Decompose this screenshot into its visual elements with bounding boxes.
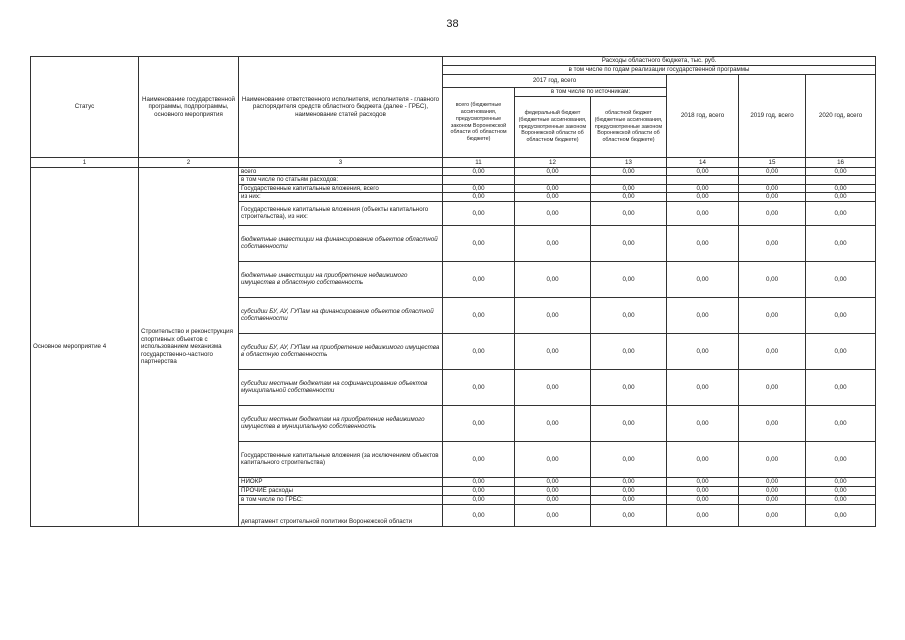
row-value: 0,00 bbox=[443, 201, 515, 225]
col-index: 1 bbox=[31, 158, 139, 168]
row-value: 0,00 bbox=[739, 297, 806, 333]
row-value: 0,00 bbox=[806, 504, 876, 526]
row-value: 0,00 bbox=[515, 495, 591, 504]
col-index: 16 bbox=[806, 158, 876, 168]
row-value: 0,00 bbox=[667, 405, 739, 441]
row-value: 0,00 bbox=[515, 225, 591, 261]
row-label: в том числе по статьям расходов: bbox=[239, 176, 443, 184]
page-number: 38 bbox=[446, 18, 459, 30]
row-value: 0,00 bbox=[443, 495, 515, 504]
row-value bbox=[667, 176, 739, 184]
header-status: Статус bbox=[31, 57, 139, 158]
row-value: 0,00 bbox=[806, 495, 876, 504]
row-value: 0,00 bbox=[443, 333, 515, 369]
row-value: 0,00 bbox=[739, 486, 806, 495]
program-cell: Строительство и реконструкция спортивных объектов с использованием механизма государственно-частного партнерства bbox=[139, 168, 239, 527]
row-value: 0,00 bbox=[591, 504, 667, 526]
row-value: 0,00 bbox=[443, 184, 515, 192]
row-label: бюджетные инвестиции на приобретение недвижимого имущества в областную собственность bbox=[239, 261, 443, 297]
row-label: бюджетные инвестиции на финансирование объектов областной собственности bbox=[239, 225, 443, 261]
row-value: 0,00 bbox=[667, 441, 739, 477]
col-index: 14 bbox=[667, 158, 739, 168]
row-value: 0,00 bbox=[515, 201, 591, 225]
row-value: 0,00 bbox=[443, 486, 515, 495]
header-executor-name: Наименование ответственного исполнителя, исполнителя - главного распорядителя средств областного бюджета (далее - ГРБС), наименование статей расходов bbox=[239, 57, 443, 158]
row-label: Государственные капитальные вложения, всего bbox=[239, 184, 443, 192]
budget-table bbox=[30, 56, 876, 527]
row-value: 0,00 bbox=[739, 369, 806, 405]
row-value: 0,00 bbox=[515, 184, 591, 192]
row-value: 0,00 bbox=[806, 261, 876, 297]
row-value: 0,00 bbox=[591, 168, 667, 176]
row-value: 0,00 bbox=[806, 405, 876, 441]
row-label: субсидии БУ, АУ, ГУПам на приобретение недвижимого имущества в областную собственность bbox=[239, 333, 443, 369]
row-value: 0,00 bbox=[515, 261, 591, 297]
row-value: 0,00 bbox=[591, 441, 667, 477]
row-value: 0,00 bbox=[667, 333, 739, 369]
row-label: субсидии местным бюджетам на приобретение недвижимого имущества в муниципальную собственность bbox=[239, 405, 443, 441]
row-value: 0,00 bbox=[739, 168, 806, 176]
row-value: 0,00 bbox=[515, 333, 591, 369]
row-label: субсидии БУ, АУ, ГУПам на финансирование объектов областной собственности bbox=[239, 297, 443, 333]
row-value: 0,00 bbox=[515, 193, 591, 201]
row-value: 0,00 bbox=[806, 477, 876, 486]
row-value bbox=[515, 176, 591, 184]
row-label: Государственные капитальные вложения (объекты капитального строительства), из них: bbox=[239, 201, 443, 225]
row-value: 0,00 bbox=[667, 201, 739, 225]
header-col-total: всего (бюджетные ассигнования, предусмотренные законом Воронежской области об областном бюджете) bbox=[443, 88, 515, 158]
row-value: 0,00 bbox=[443, 297, 515, 333]
row-value: 0,00 bbox=[443, 225, 515, 261]
row-value: 0,00 bbox=[739, 333, 806, 369]
row-value: 0,00 bbox=[591, 405, 667, 441]
header-col-regional: областной бюджет (бюджетные ассигнования, предусмотренные законом Воронежской области об областном бюджете) bbox=[591, 97, 667, 158]
row-value: 0,00 bbox=[739, 441, 806, 477]
row-label: из них: bbox=[239, 193, 443, 201]
row-value: 0,00 bbox=[443, 193, 515, 201]
row-value: 0,00 bbox=[667, 297, 739, 333]
row-value: 0,00 bbox=[591, 193, 667, 201]
col-index: 12 bbox=[515, 158, 591, 168]
header-by-sources: в том числе по источникам: bbox=[515, 88, 667, 97]
row-value: 0,00 bbox=[591, 486, 667, 495]
row-label: в том числе по ГРБС: bbox=[239, 495, 443, 504]
row-value bbox=[739, 176, 806, 184]
row-value: 0,00 bbox=[667, 369, 739, 405]
row-value: 0,00 bbox=[739, 184, 806, 192]
row-value bbox=[591, 176, 667, 184]
row-value: 0,00 bbox=[739, 504, 806, 526]
row-value: 0,00 bbox=[515, 297, 591, 333]
row-value: 0,00 bbox=[806, 193, 876, 201]
col-index: 15 bbox=[739, 158, 806, 168]
col-index: 2 bbox=[139, 158, 239, 168]
row-value: 0,00 bbox=[806, 201, 876, 225]
row-value: 0,00 bbox=[739, 477, 806, 486]
row-value: 0,00 bbox=[806, 486, 876, 495]
row-value: 0,00 bbox=[806, 441, 876, 477]
row-value: 0,00 bbox=[667, 168, 739, 176]
header-expenses-title: Расходы областного бюджета, тыс. руб. bbox=[443, 57, 876, 66]
row-value: 0,00 bbox=[515, 486, 591, 495]
table-row bbox=[31, 168, 876, 176]
row-value: 0,00 bbox=[739, 225, 806, 261]
header-year-2020: 2020 год, всего bbox=[806, 75, 876, 158]
header-year-2018: 2018 год, всего bbox=[667, 75, 739, 158]
row-value: 0,00 bbox=[443, 477, 515, 486]
row-label: НИОКР bbox=[239, 477, 443, 486]
row-value: 0,00 bbox=[591, 297, 667, 333]
row-value bbox=[806, 176, 876, 184]
header-col-federal: федеральный бюджет (бюджетные ассигнования, предусмотренные законом Воронежской области об областном бюджете) bbox=[515, 97, 591, 158]
row-value: 0,00 bbox=[443, 369, 515, 405]
row-value: 0,00 bbox=[515, 441, 591, 477]
header-by-years: в том числе по годам реализации государственной программы bbox=[443, 66, 876, 75]
col-index: 11 bbox=[443, 158, 515, 168]
status-cell: Основное мероприятие 4 bbox=[31, 168, 139, 527]
row-value: 0,00 bbox=[667, 477, 739, 486]
row-value: 0,00 bbox=[806, 168, 876, 176]
row-value bbox=[443, 176, 515, 184]
row-value: 0,00 bbox=[667, 225, 739, 261]
col-index: 13 bbox=[591, 158, 667, 168]
row-label: Государственные капитальные вложения (за исключением объектов капитального строительства) bbox=[239, 441, 443, 477]
row-value: 0,00 bbox=[515, 477, 591, 486]
row-value: 0,00 bbox=[591, 184, 667, 192]
row-value: 0,00 bbox=[591, 477, 667, 486]
row-value: 0,00 bbox=[806, 184, 876, 192]
row-value: 0,00 bbox=[515, 168, 591, 176]
row-value: 0,00 bbox=[591, 369, 667, 405]
column-index-row bbox=[31, 158, 876, 168]
row-value: 0,00 bbox=[806, 225, 876, 261]
row-value: 0,00 bbox=[739, 495, 806, 504]
header-year-2019: 2019 год, всего bbox=[739, 75, 806, 158]
row-label: всего bbox=[239, 168, 443, 176]
row-value: 0,00 bbox=[667, 193, 739, 201]
row-value: 0,00 bbox=[443, 504, 515, 526]
row-value: 0,00 bbox=[667, 486, 739, 495]
row-value: 0,00 bbox=[515, 405, 591, 441]
row-value: 0,00 bbox=[739, 201, 806, 225]
row-value: 0,00 bbox=[739, 405, 806, 441]
row-value: 0,00 bbox=[443, 168, 515, 176]
row-label: ПРОЧИЕ расходы bbox=[239, 486, 443, 495]
row-value: 0,00 bbox=[591, 495, 667, 504]
row-value: 0,00 bbox=[806, 297, 876, 333]
row-value: 0,00 bbox=[591, 201, 667, 225]
row-value: 0,00 bbox=[443, 441, 515, 477]
header-program-name: Наименование государственной программы, подпрограммы, основного мероприятия bbox=[139, 57, 239, 158]
row-value: 0,00 bbox=[667, 184, 739, 192]
row-label: департамент строительной политики Воронежской области bbox=[239, 504, 443, 526]
row-value: 0,00 bbox=[443, 261, 515, 297]
row-value: 0,00 bbox=[806, 369, 876, 405]
row-value: 0,00 bbox=[667, 495, 739, 504]
row-value: 0,00 bbox=[515, 369, 591, 405]
row-label: субсидии местным бюджетам на софинансирование объектов муниципальной собственности bbox=[239, 369, 443, 405]
row-value: 0,00 bbox=[667, 261, 739, 297]
row-value: 0,00 bbox=[591, 225, 667, 261]
row-value: 0,00 bbox=[806, 333, 876, 369]
header-year-2017: 2017 год, всего bbox=[443, 75, 667, 88]
row-value: 0,00 bbox=[591, 261, 667, 297]
row-value: 0,00 bbox=[515, 504, 591, 526]
row-value: 0,00 bbox=[667, 504, 739, 526]
row-value: 0,00 bbox=[591, 333, 667, 369]
row-value: 0,00 bbox=[443, 405, 515, 441]
row-value: 0,00 bbox=[739, 261, 806, 297]
row-value: 0,00 bbox=[739, 193, 806, 201]
col-index: 3 bbox=[239, 158, 443, 168]
